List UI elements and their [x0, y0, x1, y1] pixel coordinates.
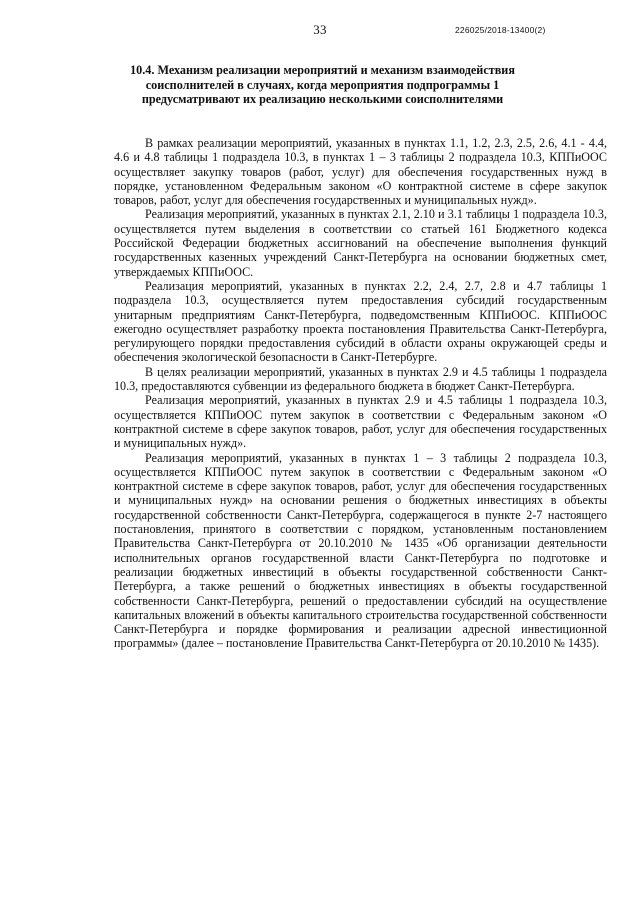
section-heading: 10.4. Механизм реализации мероприятий и механизм взаимодействия соисполнителей в случаях, когда мероприятия подпрограммы 1 предусматривают их реализацию несколькими соисполнителями	[130, 63, 515, 107]
document-code: 226025/2018-13400(2)	[455, 25, 546, 35]
body-text	[114, 136, 607, 651]
paragraph-2: Реализация мероприятий, указанных в пунктах 2.1, 2.10 и 3.1 таблицы 1 подраздела 10.3, осуществляется путем выделения в соответствии со статьей 161 Бюджетного кодекса Российской Федерации бюджетных ассигнований на обеспечение выполнения функций государственных казенных учреждений Санкт-Петербурга на основании бюджетных смет, утверждаемых КППиООС.	[114, 207, 607, 279]
paragraph-6: Реализация мероприятий, указанных в пунктах 1 – 3 таблицы 2 подраздела 10.3, осуществляется КППиООС путем закупок в соответствии с Федеральным законом «О контрактной системе в сфере закупок товаров, работ, услуг для обеспечения государственных и муниципальных нужд» на основании решения о бюджетных инвестициях в объекты государственной собственности Санкт-Петербурга, содержащегося в пункте 2-7 настоящего постановления, принятого в соответствии с порядком, установленным постановлением Правительства Санкт-Петербурга от 20.10.2010 № 1435 «Об организации деятельности исполнительных органов государственной власти Санкт-Петербурга по подготовке и реализации бюджетных инвестиций в объекты государственной собственности Санкт-Петербурга, а также решений о бюджетных инвестициях в объекты государственной собственности Санкт-Петербурга, решений о предоставлении субсидий на осуществление капитальных вложений в объекты капитального строительства государственной собственности Санкт-Петербурга и порядке формирования и реализации адресной инвестиционной программы» (далее – постановление Правительства Санкт-Петербурга от 20.10.2010 № 1435).	[114, 450, 607, 651]
page-number: 33	[313, 22, 327, 37]
paragraph-1: В рамках реализации мероприятий, указанных в пунктах 1.1, 1.2, 2.3, 2.5, 2.6, 4.1 - 4.4, 4.6 и 4.8 таблицы 1 подраздела 10.3, в пунктах 1 – 3 таблицы 2 подраздела 10.3, КППиООС осуществляет закупку товаров (работ, услуг) для обеспечения государственных нужд в порядке, установленном Федеральным законом «О контрактной системе в сфере закупок товаров, работ, услуг для обеспечения государственных и муниципальных нужд».	[114, 136, 607, 208]
paragraph-3: Реализация мероприятий, указанных в пунктах 2.2, 2.4, 2.7, 2.8 и 4.7 таблицы 1 подраздела 10.3, осуществляется путем предоставления субсидий государственным унитарным предприятиям Санкт-Петербурга, подведомственным КППиООС. КППиООС ежегодно осуществляет разработку проекта постановления Правительства Санкт-Петербурга, регулирующего порядки предоставления субсидий в области охраны окружающей среды и обеспечения экологической безопасности в Санкт-Петербурге.	[114, 278, 607, 365]
paragraph-4: В целях реализации мероприятий, указанных в пунктах 2.9 и 4.5 таблицы 1 подраздела 10.3, предоставляются субвенции из федерального бюджета в бюджет Санкт-Петербурга.	[114, 364, 607, 394]
paragraph-5: Реализация мероприятий, указанных в пунктах 2.9 и 4.5 таблицы 1 подраздела 10.3, осуществляется КППиООС путем закупок в соответствии с Федеральным законом «О контрактной системе в сфере закупок товаров, работ, услуг для обеспечения государственных и муниципальных нужд».	[114, 393, 607, 451]
